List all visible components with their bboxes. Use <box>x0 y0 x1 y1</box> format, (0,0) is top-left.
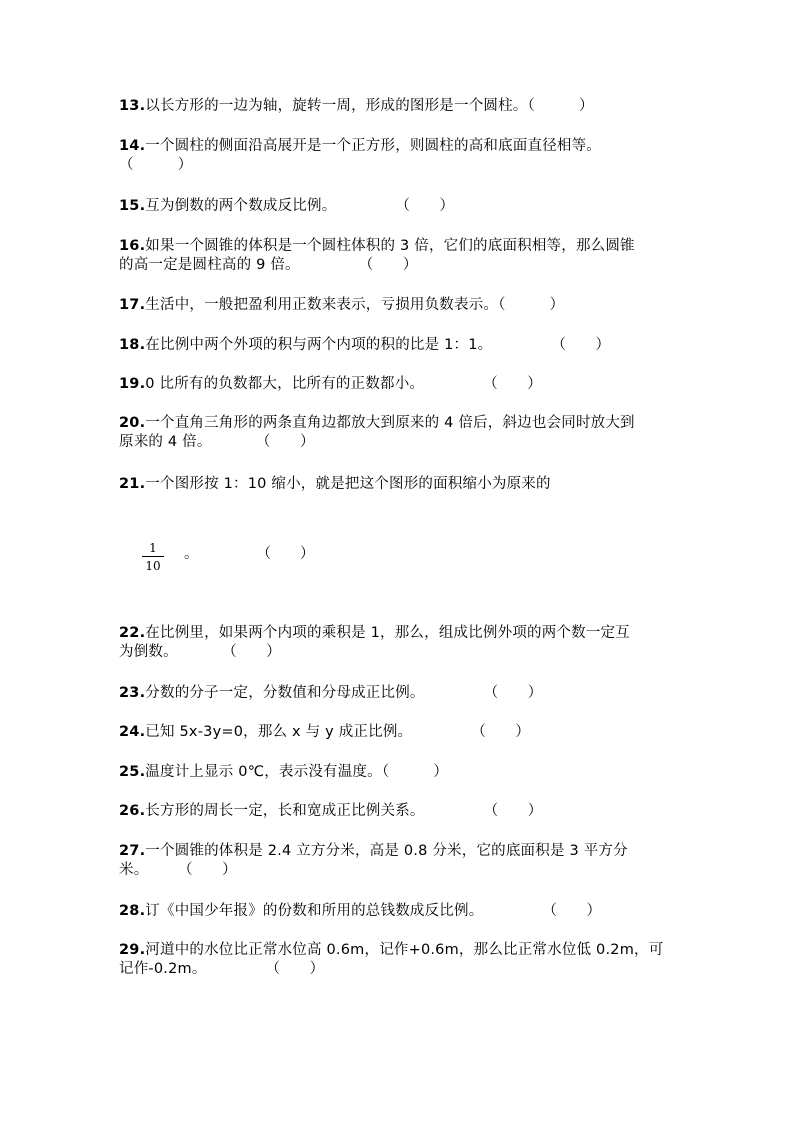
question-text: 长方形的周长一定，长和宽成正比例关系。 （ ） <box>145 803 543 819</box>
question-text: 一个圆锥的体积是 2.4 立方分米，高是 0.8 分米，它的底面积是 3 平方分 米。 （ ） <box>119 843 628 878</box>
question-21 <box>119 475 679 494</box>
question-number: 13. <box>119 98 146 114</box>
question-28 <box>119 902 679 921</box>
question-19 <box>119 375 679 394</box>
question-number: 26. <box>119 803 146 819</box>
question-number: 25. <box>119 764 146 780</box>
question-22 <box>119 624 679 662</box>
question-text: 温度计上显示 0℃，表示没有温度。（ ） <box>145 764 449 780</box>
question-number: 23. <box>119 685 146 701</box>
question-number: 18. <box>119 337 146 353</box>
question-text: 以长方形的一边为轴，旋转一周，形成的图形是一个圆柱。（ ） <box>145 98 594 114</box>
question-29 <box>119 941 679 979</box>
question-text: 生活中，一般把盈利用正数来表示，亏损用负数表示。（ ） <box>145 297 565 313</box>
question-number: 15. <box>119 198 146 214</box>
question-text: 一个圆柱的侧面沿高展开是一个正方形，则圆柱的高和底面直径相等。 （ ） <box>119 138 601 173</box>
question-text: 订《中国少年报》的份数和所用的总钱数成反比例。 （ ） <box>145 903 602 919</box>
question-text: 河道中的水位比正常水位高 0.6m，记作+0.6m，那么比正常水位低 0.2m，可 记作-0.2m。 （ ） <box>119 942 664 977</box>
question-23 <box>119 684 679 703</box>
fraction-bar <box>142 556 164 557</box>
question-number: 28. <box>119 903 146 919</box>
question-text: 已知 5x-3y=0，那么 x 与 y 成正比例。 （ ） <box>145 724 531 740</box>
question-18 <box>119 336 679 355</box>
question-25 <box>119 763 679 782</box>
question-20 <box>119 414 679 452</box>
question-text: 在比例中两个外项的积与两个内项的积的比是 1：1。 （ ） <box>145 337 611 353</box>
question-26 <box>119 802 679 821</box>
question-text: 0 比所有的负数都大，比所有的正数都小。 （ ） <box>145 376 542 392</box>
question-24 <box>119 723 679 742</box>
question-text: 分数的分子一定，分数值和分母成正比例。 （ ） <box>145 685 543 701</box>
question-27 <box>119 842 679 880</box>
question-number: 27. <box>119 843 146 859</box>
question-text: 在比例里，如果两个内项的乘积是 1，那么，组成比例外项的两个数一定互 为倒数。 （ ） <box>119 625 630 660</box>
question-14 <box>119 137 679 175</box>
question-number: 22. <box>119 625 146 641</box>
question-number: 19. <box>119 376 146 392</box>
fraction-one-tenth <box>142 541 164 573</box>
question-text: 如果一个圆锥的体积是一个圆柱体积的 3 倍，它们的底面积相等，那么圆锥 的高一定是圆柱高的 9 倍。 （ ） <box>119 238 635 273</box>
question-17 <box>119 296 679 315</box>
question-text: 一个图形按 1：10 缩小，就是把这个图形的面积缩小为原来的 <box>145 476 551 492</box>
question-15 <box>119 197 679 216</box>
fraction-numerator: 1 <box>149 541 157 555</box>
question-number: 16. <box>119 238 146 254</box>
fraction-tail: 。 （ ） <box>184 546 315 562</box>
question-text: 互为倒数的两个数成反比例。 （ ） <box>145 198 455 214</box>
question-16 <box>119 237 679 275</box>
question-number: 29. <box>119 942 146 958</box>
question-number: 17. <box>119 297 146 313</box>
question-number: 20. <box>119 415 146 431</box>
question-13 <box>119 97 679 116</box>
question-text: 一个直角三角形的两条直角边都放大到原来的 4 倍后，斜边也会同时放大到 原来的 4 倍。 （ ） <box>119 415 635 450</box>
question-number: 14. <box>119 138 146 154</box>
question-number: 21. <box>119 476 146 492</box>
question-number: 24. <box>119 724 146 740</box>
fraction-denominator: 10 <box>145 559 161 573</box>
